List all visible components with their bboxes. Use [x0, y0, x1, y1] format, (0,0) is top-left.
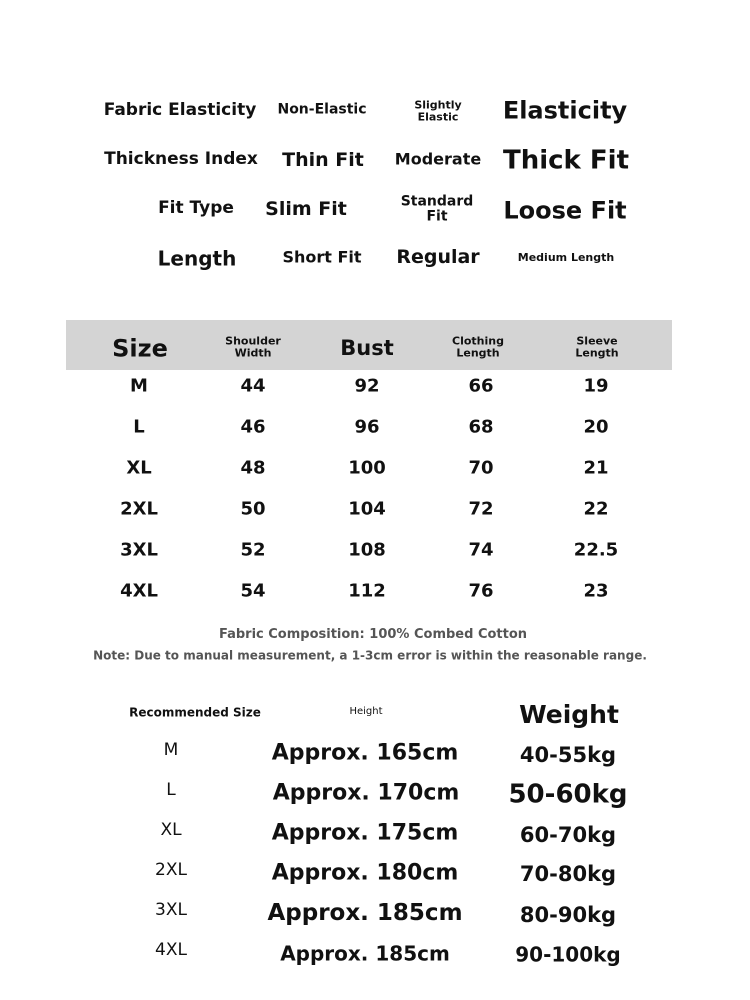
table-cell: 76	[468, 580, 494, 602]
column-header-shoulder: Shoulder Width	[225, 334, 281, 359]
table-cell: 66	[468, 375, 494, 397]
rec-height: Approx. 165cm	[271, 740, 459, 766]
table-cell: 100	[348, 457, 386, 479]
attr-option: Standard Fit	[400, 193, 474, 224]
column-header-bust: Bust	[340, 335, 394, 360]
measurement-note: Note: Due to manual measurement, a 1-3cm error is within the reasonable range.	[93, 648, 647, 663]
rec-size: 4XL	[155, 940, 187, 961]
table-cell: 4XL	[120, 580, 158, 602]
table-cell: 92	[354, 375, 380, 397]
table-cell: 112	[348, 580, 386, 602]
table-cell: 54	[240, 580, 266, 602]
attr-option: Moderate	[394, 149, 482, 169]
table-cell: 2XL	[120, 498, 158, 520]
rec-height: Approx. 180cm	[271, 860, 459, 886]
attr-option: Short Fit	[282, 247, 362, 267]
table-cell: 22	[583, 498, 609, 520]
column-header-clothing-length: Clothing Length	[452, 334, 504, 359]
rec-weight: 90-100kg	[515, 942, 621, 967]
rec-weight: 80-90kg	[519, 902, 617, 927]
table-cell: 19	[583, 375, 609, 397]
rec-size: M	[163, 740, 179, 761]
table-cell: XL	[126, 457, 152, 479]
attr-option-selected: Regular	[396, 246, 480, 269]
rec-height: Approx. 175cm	[271, 820, 459, 846]
table-cell: 22.5	[573, 539, 619, 561]
rec-height: Approx. 185cm	[267, 899, 463, 926]
table-cell: 21	[583, 457, 609, 479]
table-cell: 46	[240, 416, 266, 438]
attr-label-thickness: Thickness Index	[104, 149, 258, 170]
table-cell: 96	[354, 416, 380, 438]
table-cell: 104	[348, 498, 386, 520]
rec-height: Approx. 185cm	[280, 941, 450, 966]
rec-weight: 70-80kg	[519, 861, 617, 886]
attr-label-fit-type: Fit Type	[158, 198, 234, 219]
column-header-size: Size	[112, 334, 168, 363]
table-cell: 23	[583, 580, 609, 602]
table-cell: 108	[348, 539, 386, 561]
attr-option: Thin Fit	[282, 149, 364, 172]
attr-option: Slightly Elastic	[414, 98, 462, 123]
table-cell: L	[133, 416, 145, 438]
table-cell: 68	[468, 416, 494, 438]
attr-option-selected: Loose Fit	[503, 196, 627, 225]
table-cell: M	[130, 375, 148, 397]
table-cell: 70	[468, 457, 494, 479]
table-cell: 48	[240, 457, 266, 479]
rec-size: L	[166, 780, 176, 801]
rec-size: XL	[160, 820, 182, 841]
fabric-composition: Fabric Composition: 100% Combed Cotton	[218, 627, 528, 643]
attr-option: Non-Elastic	[277, 101, 367, 118]
attr-option: Medium Length	[517, 251, 615, 265]
rec-weight: 40-55kg	[519, 742, 617, 767]
table-cell: 20	[583, 416, 609, 438]
rec-weight: 60-70kg	[519, 822, 617, 847]
table-cell: 72	[468, 498, 494, 520]
attr-label-elasticity: Fabric Elasticity	[103, 100, 257, 121]
table-cell: 3XL	[120, 539, 158, 561]
table-cell: 74	[468, 539, 494, 561]
rec-header-size: Recommended Size	[129, 705, 261, 720]
rec-size: 3XL	[155, 900, 187, 921]
attr-option: Slim Fit	[265, 198, 347, 221]
attr-label-length: Length	[157, 246, 237, 271]
rec-height: Approx. 170cm	[272, 780, 460, 806]
table-cell: 50	[240, 498, 266, 520]
table-cell: 52	[240, 539, 266, 561]
rec-header-height: Height	[349, 705, 383, 717]
rec-size: 2XL	[155, 860, 187, 881]
attr-option-selected: Thick Fit	[502, 145, 630, 176]
column-header-sleeve-length: Sleeve Length	[575, 334, 619, 359]
attr-option-selected: Elasticity	[502, 96, 628, 125]
rec-weight: 50-60kg	[508, 779, 628, 810]
table-cell: 44	[240, 375, 266, 397]
rec-header-weight: Weight	[519, 699, 619, 729]
